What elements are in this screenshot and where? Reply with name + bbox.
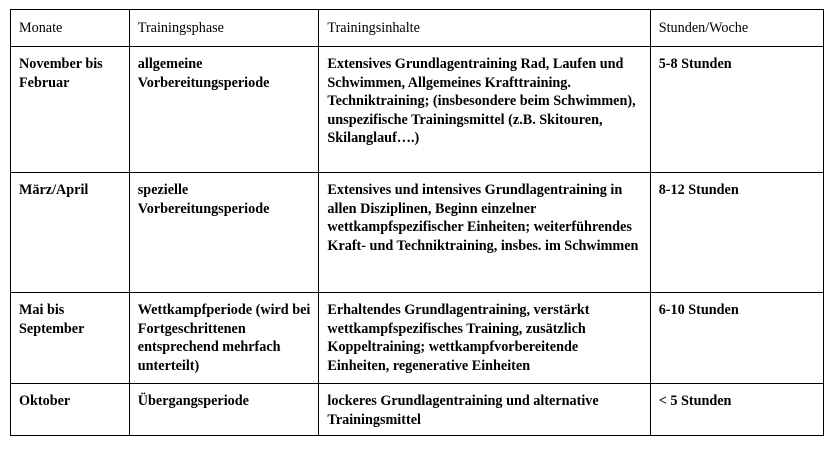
- cell-monate: März/April: [11, 173, 130, 293]
- cell-trainingsphase: Wettkampfperiode (wird bei Fortgeschrittenen entsprechend mehrfach unterteilt): [129, 293, 319, 384]
- training-plan-table: [10, 9, 824, 436]
- cell-trainingsphase: spezielle Vorbereitungsperiode: [129, 173, 319, 293]
- cell-stunden: 6-10 Stunden: [650, 293, 823, 384]
- cell-stunden: 5-8 Stunden: [650, 47, 823, 173]
- cell-trainingsphase: allgemeine Vorbereitungsperiode: [129, 47, 319, 173]
- header-trainingsphase: Trainingsphase: [129, 10, 319, 47]
- cell-trainingsinhalte: Extensives Grundlagentraining Rad, Laufen und Schwimmen, Allgemeines Krafttraining. Techniktraining; (insbesondere beim Schwimmen), unspezifische Trainingsmittel (z.B. Skitouren, Skilanglauf….): [319, 47, 650, 173]
- table-row: [11, 384, 824, 436]
- header-stunden-woche: Stunden/Woche: [650, 10, 823, 47]
- cell-stunden: 8-12 Stunden: [650, 173, 823, 293]
- cell-monate: November bis Februar: [11, 47, 130, 173]
- header-trainingsinhalte: Trainingsinhalte: [319, 10, 650, 47]
- cell-trainingsphase: Übergangsperiode: [129, 384, 319, 436]
- table-row: [11, 47, 824, 173]
- table-row: [11, 293, 824, 384]
- table-row: [11, 173, 824, 293]
- header-row: [11, 10, 824, 47]
- cell-monate: Mai bis September: [11, 293, 130, 384]
- cell-trainingsinhalte: lockeres Grundlagentraining und alternative Trainingsmittel: [319, 384, 650, 436]
- cell-trainingsinhalte: Erhaltendes Grundlagentraining, verstärkt wettkampfspezifisches Training, zusätzlich Koppeltraining; wettkampfvorbereitende Einheiten, regenerative Einheiten: [319, 293, 650, 384]
- cell-stunden: < 5 Stunden: [650, 384, 823, 436]
- cell-monate: Oktober: [11, 384, 130, 436]
- cell-trainingsinhalte: Extensives und intensives Grundlagentraining in allen Disziplinen, Beginn einzelner wettkampfspezifischer Einheiten; weiterführendes Kraft- und Techniktraining, insbes. im Schwimmen: [319, 173, 650, 293]
- header-monate: Monate: [11, 10, 130, 47]
